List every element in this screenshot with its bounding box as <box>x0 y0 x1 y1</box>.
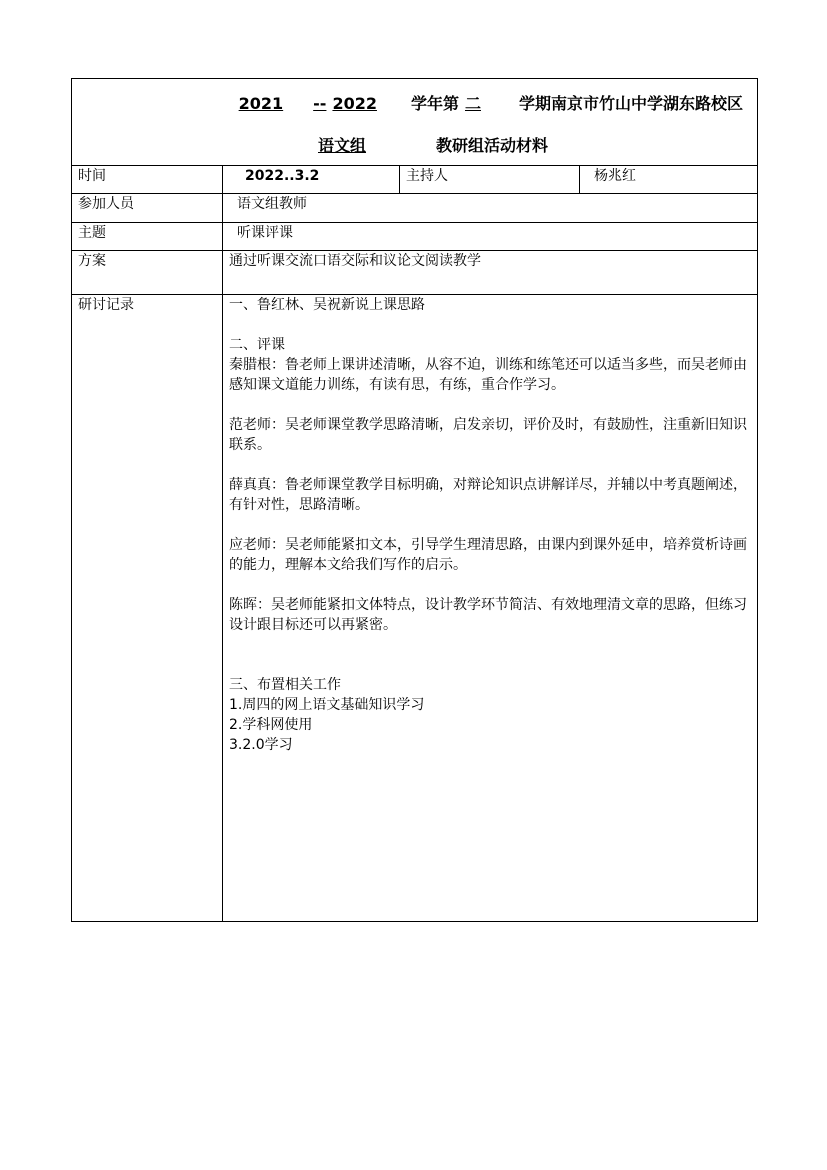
participants-label: 参加人员 <box>72 194 223 223</box>
record-label: 研讨记录 <box>72 295 223 922</box>
activity-record-table <box>71 78 758 922</box>
title-cell <box>72 79 758 166</box>
plan-label: 方案 <box>72 251 223 295</box>
host-value: 杨兆红 <box>580 166 758 194</box>
comment-xue: 薛真真：鲁老师课堂教学目标明确，对辩论知识点讲解详尽，并辅以中考真题阐述，有针对性，思路清晰。 <box>229 477 747 513</box>
label-material: 教研组活动材料 <box>436 136 549 155</box>
record-section-2: 二、评课 <box>229 337 285 353</box>
year-end: 2022 <box>332 94 377 113</box>
host-label: 主持人 <box>400 166 580 194</box>
label-year: 学年第 <box>410 94 459 113</box>
comment-ying: 应老师：吴老师能紧扣文本，引导学生理清思路，由课内到课外延申，培养赏析诗画的能力，理解本文给我们写作的启示。 <box>229 537 747 573</box>
record-section-3: 三、布置相关工作 <box>229 677 341 693</box>
plan-value: 通过听课交流口语交际和议论文阅读教学 <box>223 251 758 295</box>
topic-label: 主题 <box>72 223 223 251</box>
title-line-1 <box>78 79 751 116</box>
time-value: 2022..3.2 <box>223 166 400 194</box>
comment-fan: 范老师：吴老师课堂教学思路清晰，启发亲切，评价及时，有鼓励性，注重新旧知识联系。 <box>229 417 747 453</box>
year-start: 2021 <box>238 94 284 113</box>
year-separator: -- <box>313 94 327 113</box>
semester: 二 <box>464 94 481 113</box>
task-item-3: 3.2.0学习 <box>229 737 293 753</box>
label-school: 学期南京市竹山中学湖东路校区 <box>519 94 744 113</box>
task-item-2: 2.学科网使用 <box>229 717 313 733</box>
task-item-1: 1.周四的网上语文基础知识学习 <box>229 697 425 713</box>
topic-value: 听课评课 <box>223 223 758 251</box>
title-line-2 <box>78 116 751 158</box>
participants-value: 语文组教师 <box>223 194 758 223</box>
comment-qin: 秦腊根：鲁老师上课讲述清晰，从容不迫，训练和练笔还可以适当多些，而吴老师由感知课文道能力训练，有读有思，有练，重合作学习。 <box>229 357 747 393</box>
record-section-1: 一、鲁红林、吴祝新说上课思路 <box>229 297 425 313</box>
time-label: 时间 <box>72 166 223 194</box>
comment-chen: 陈晖：吴老师能紧扣文体特点，设计教学环节简洁、有效地理清文章的思路，但练习设计跟目标还可以再紧密。 <box>229 597 747 633</box>
group-name: 语文组 <box>318 136 367 155</box>
record-content <box>223 295 758 922</box>
